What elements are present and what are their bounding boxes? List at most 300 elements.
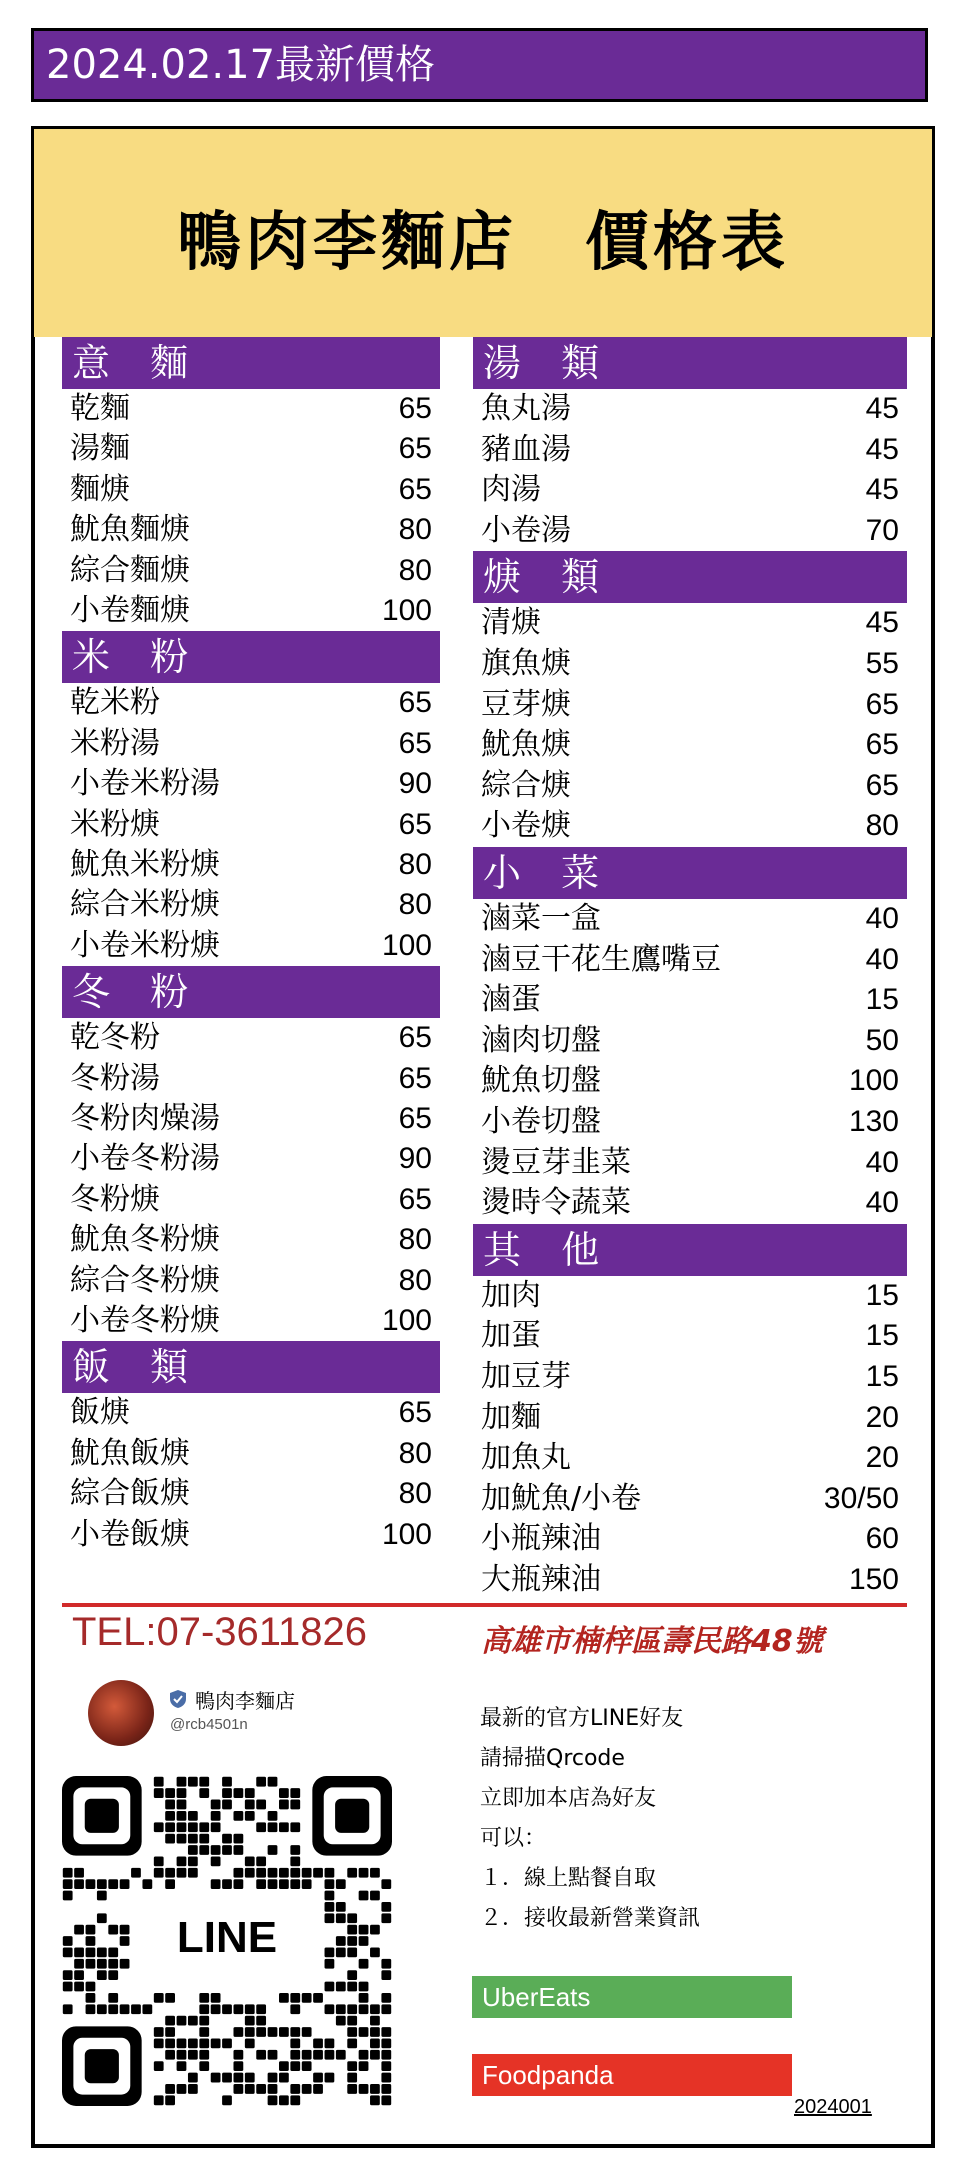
qr-module (222, 2004, 232, 2014)
qr-module (63, 1868, 73, 1878)
qr-module (313, 1993, 323, 2003)
qr-module (336, 1913, 346, 1923)
qr-module (199, 2061, 209, 2071)
item-price: 15 (865, 1278, 899, 1312)
qr-module (336, 1936, 346, 1946)
item-price: 20 (865, 1400, 899, 1434)
item-name: 綜合冬粉焿 (70, 1262, 220, 1298)
qr-module (188, 1868, 198, 1878)
qr-module (268, 2084, 278, 2094)
item-name: 魷魚焿 (481, 727, 571, 763)
document-code: 2024001 (794, 2096, 872, 2118)
qr-module (211, 1845, 221, 1855)
qr-module (347, 2039, 357, 2049)
menu-item (62, 683, 440, 723)
qr-module (233, 2073, 243, 2083)
item-name: 旗魚焿 (481, 646, 571, 681)
item-price: 45 (865, 606, 899, 640)
qr-module (336, 1879, 346, 1889)
menu-item (62, 1393, 440, 1433)
item-price: 65 (398, 432, 432, 466)
qr-module (279, 2095, 289, 2105)
item-name: 燙時令蔬菜 (481, 1185, 631, 1221)
qr-module (256, 1868, 266, 1878)
qr-module (211, 1879, 221, 1889)
qr-module (108, 1925, 118, 1935)
menu-item (62, 591, 440, 631)
qr-module (370, 1891, 380, 1901)
date-header: 2024.02.17最新價格 (31, 28, 928, 102)
item-price: 65 (398, 686, 432, 720)
menu-item (473, 1316, 907, 1356)
item-price: 65 (398, 1021, 432, 1055)
item-name: 綜合焿 (481, 767, 571, 803)
qr-module (381, 1993, 391, 2003)
qr-module (245, 1800, 255, 1810)
qr-module (154, 2061, 164, 2071)
qr-module (268, 1811, 278, 1821)
qr-module (233, 1834, 243, 1844)
qr-module (108, 1970, 118, 1980)
qr-module (199, 1834, 209, 1844)
item-price: 40 (865, 1186, 899, 1220)
qr-module (74, 1879, 84, 1889)
qr-module (279, 1868, 289, 1878)
qr-module (154, 1788, 164, 1798)
qr-module (290, 2004, 300, 2014)
qr-module (245, 1788, 255, 1798)
qr-module (325, 1868, 335, 1878)
menu-item (473, 1061, 907, 1101)
item-name: 綜合飯焿 (70, 1476, 190, 1512)
qr-module (245, 1856, 255, 1866)
qr-module (256, 2004, 266, 2014)
qr-module (211, 2004, 221, 2014)
qr-line-label: LINE (176, 1913, 278, 1962)
item-price: 100 (381, 594, 432, 627)
qr-module (302, 2027, 312, 2037)
item-name: 大瓶辣油 (481, 1562, 601, 1597)
qr-module (359, 1925, 369, 1935)
qr-module (74, 1970, 84, 1980)
qr-module (268, 2027, 278, 2037)
qr-module (290, 2084, 300, 2094)
item-price: 80 (398, 513, 432, 547)
menu-item (62, 1261, 440, 1301)
menu-item (473, 766, 907, 806)
item-price: 65 (398, 726, 432, 760)
item-name: 滷豆干花生鷹嘴豆 (481, 941, 721, 977)
qr-module (381, 2027, 391, 2037)
qr-module (211, 2073, 221, 2083)
menu-item (473, 1398, 907, 1438)
qr-module (347, 1913, 357, 1923)
phone-number: TEL:07-3611826 (72, 1610, 368, 1654)
foodpanda-button[interactable]: Foodpanda (472, 2054, 792, 2096)
qr-module (256, 1879, 266, 1889)
qr-module (325, 2073, 335, 2083)
qr-module (347, 2073, 357, 2083)
qr-module (325, 1902, 335, 1912)
item-price: 80 (398, 1477, 432, 1511)
menu-item (473, 1357, 907, 1397)
qr-module (370, 2016, 380, 2026)
item-price: 65 (398, 1102, 432, 1135)
qr-module (233, 1788, 243, 1798)
item-price: 65 (865, 687, 899, 721)
item-price: 70 (865, 513, 899, 547)
qr-module (359, 2004, 369, 2014)
qr-module (199, 2016, 209, 2026)
qr-module (120, 1925, 130, 1935)
qr-module (256, 1822, 266, 1832)
qr-module (188, 1822, 198, 1832)
qr-module (290, 1845, 300, 1855)
item-name: 滷肉切盤 (481, 1022, 601, 1058)
avatar (88, 1680, 154, 1746)
menu-item (62, 510, 440, 550)
qr-module (177, 2050, 187, 2060)
menu-item (62, 470, 440, 510)
qr-module (325, 1913, 335, 1923)
qr-module (233, 1811, 243, 1821)
qr-module (188, 2073, 198, 2083)
verified-shield-icon (170, 1690, 186, 1708)
qr-module (199, 2039, 209, 2049)
qr-module (97, 1947, 107, 1957)
item-name: 加麵 (481, 1399, 541, 1435)
item-name: 乾米粉 (70, 685, 160, 721)
qr-module (108, 1879, 118, 1889)
qr-module (74, 1925, 84, 1935)
menu-item (62, 805, 440, 845)
item-price: 40 (865, 902, 899, 935)
info-line: 立即加本店為好友 (480, 1786, 657, 1811)
qr-module (268, 1822, 278, 1832)
qr-module (63, 1947, 73, 1957)
qr-module (165, 1834, 175, 1844)
qr-module (131, 2004, 141, 2014)
qr-module (108, 1993, 118, 2003)
item-price: 80 (398, 1223, 432, 1257)
item-price: 100 (848, 1064, 899, 1098)
item-name: 米粉湯 (70, 725, 160, 761)
right-menu-column (473, 337, 907, 1602)
item-name: 湯麵 (70, 431, 130, 467)
qr-module (86, 1925, 96, 1935)
qr-module (222, 1834, 232, 1844)
qr-module (211, 1993, 221, 2003)
qr-module (290, 2039, 300, 2049)
qr-module (211, 1822, 221, 1832)
qr-module (199, 2027, 209, 2037)
qr-module (279, 2027, 289, 2037)
menu-item (473, 1560, 907, 1600)
qr-module (359, 1982, 369, 1992)
qr-module (302, 2050, 312, 2060)
qr-module (245, 1811, 255, 1821)
item-name: 魷魚飯焿 (70, 1435, 190, 1471)
qr-module (177, 1811, 187, 1821)
qr-module (222, 1879, 232, 1889)
qr-module (188, 2084, 198, 2094)
item-name: 魷魚米粉焿 (70, 847, 220, 882)
qr-module (165, 2095, 175, 2105)
item-price: 65 (398, 392, 432, 425)
menu-item (62, 1139, 440, 1179)
item-name: 乾麵 (70, 391, 130, 426)
qr-module (359, 2061, 369, 2071)
qr-module (325, 1879, 335, 1889)
qr-module (188, 1845, 198, 1855)
item-price: 15 (865, 1360, 899, 1393)
qr-module (74, 1868, 84, 1878)
item-price: 60 (865, 1522, 899, 1556)
qr-module (222, 2073, 232, 2083)
item-name: 小卷冬粉湯 (70, 1141, 220, 1177)
qr-module (359, 1993, 369, 2003)
qr-module (381, 2084, 391, 2094)
qr-module (165, 1993, 175, 2003)
qr-module (290, 1822, 300, 1832)
menu-item (473, 725, 907, 765)
qr-module (188, 1777, 198, 1787)
qr-module (313, 2039, 323, 2049)
qr-module (177, 1822, 187, 1832)
qr-module (188, 1811, 198, 1821)
qr-module (347, 1936, 357, 1946)
menu-item (473, 1143, 907, 1183)
menu-item (473, 1438, 907, 1478)
qr-module (381, 2004, 391, 2014)
item-price: 15 (865, 1319, 899, 1353)
menu-item (62, 1018, 440, 1058)
qr-module (222, 1800, 232, 1810)
footer-divider (62, 1603, 907, 1607)
qr-module (177, 1868, 187, 1878)
item-price: 50 (865, 1023, 899, 1057)
qr-module (290, 2050, 300, 2060)
item-price: 65 (398, 807, 432, 841)
section-header: 焿 類 (473, 551, 907, 603)
qr-module (359, 1936, 369, 1946)
menu-item (473, 389, 907, 429)
qr-module (245, 2027, 255, 2037)
item-price: 90 (398, 767, 432, 801)
qr-module (142, 2004, 152, 2014)
qr-module (211, 1811, 221, 1821)
qr-module (86, 1993, 96, 2003)
qr-module (120, 2004, 130, 2014)
qr-module (268, 2073, 278, 2083)
item-price: 100 (381, 1304, 432, 1337)
qr-module (233, 1845, 243, 1855)
qr-module (142, 1879, 152, 1889)
item-name: 飯焿 (70, 1395, 130, 1431)
qr-module (381, 2039, 391, 2049)
qr-module (199, 1788, 209, 1798)
qr-module (325, 1959, 335, 1969)
item-price: 65 (398, 1396, 432, 1430)
qr-module (302, 1993, 312, 2003)
qr-module (302, 2061, 312, 2071)
qr-module (63, 1982, 73, 1992)
qr-module (63, 1891, 73, 1901)
menu-item (473, 1102, 907, 1142)
qr-module (370, 2039, 380, 2049)
menu-item (473, 511, 907, 551)
item-price: 15 (865, 983, 899, 1017)
item-price: 80 (398, 848, 432, 881)
menu-item (62, 724, 440, 764)
qr-module (222, 2095, 232, 2105)
menu-item (62, 1180, 440, 1220)
qr-module (256, 1856, 266, 1866)
qr-module (381, 1959, 391, 1969)
qr-module (97, 1959, 107, 1969)
qr-module (290, 1788, 300, 1798)
item-price: 55 (865, 647, 899, 680)
qr-module (165, 1788, 175, 1798)
item-name: 魷魚切盤 (481, 1063, 601, 1099)
qr-module (108, 1959, 118, 1969)
qr-module (97, 1970, 107, 1980)
qr-module (279, 2073, 289, 2083)
item-price: 80 (398, 553, 432, 587)
qr-module (165, 1879, 175, 1889)
item-name: 麵焿 (70, 471, 130, 507)
item-price: 100 (381, 928, 432, 962)
qr-module (177, 2084, 187, 2094)
qr-module (74, 1947, 84, 1957)
qr-module (381, 2073, 391, 2083)
item-name: 小卷飯焿 (70, 1516, 190, 1552)
qr-module (222, 1788, 232, 1798)
menu-item (473, 1021, 907, 1061)
qr-module (154, 2039, 164, 2049)
info-line: 可以： (480, 1826, 547, 1851)
qr-module (199, 1993, 209, 2003)
qr-module (63, 1936, 73, 1946)
qr-module (165, 1868, 175, 1878)
item-price: 45 (865, 473, 899, 507)
item-price: 80 (398, 1436, 432, 1470)
item-name: 小瓶辣油 (481, 1521, 601, 1557)
qr-module (347, 2004, 357, 2014)
qr-module (233, 1868, 243, 1878)
qr-module (268, 1868, 278, 1878)
qr-module (268, 1845, 278, 1855)
qr-module (279, 1879, 289, 1889)
item-name: 加魚丸 (481, 1440, 571, 1476)
menu-item (62, 1515, 440, 1555)
qr-module (325, 2050, 335, 2060)
section-header: 飯 類 (62, 1341, 440, 1393)
menu-item (62, 389, 440, 429)
menu-item (62, 429, 440, 469)
qr-module (97, 1891, 107, 1901)
item-name: 冬粉焿 (70, 1181, 160, 1217)
menu-item (473, 980, 907, 1020)
qr-module (279, 2061, 289, 2071)
qr-module (336, 1982, 346, 1992)
item-name: 加肉 (481, 1277, 541, 1313)
qr-module (177, 2016, 187, 2026)
menu-item (473, 806, 907, 846)
qr-module (233, 2004, 243, 2014)
qr-module (359, 1868, 369, 1878)
section-header: 意 麵 (62, 337, 440, 389)
qr-module (290, 1800, 300, 1810)
qr-module (347, 2061, 357, 2071)
qr-module (279, 1788, 289, 1798)
account-id: @rcb4501n (170, 1716, 248, 1733)
qr-module (325, 2039, 335, 2049)
qr-module (370, 2095, 380, 2105)
qr-module (245, 2073, 255, 2083)
qr-module (268, 1879, 278, 1889)
item-price: 80 (398, 888, 432, 922)
menu-item (473, 685, 907, 725)
qr-module (120, 1879, 130, 1889)
menu-item (473, 899, 907, 939)
qr-module (154, 2027, 164, 2037)
qr-module (336, 2016, 346, 2026)
qr-module (245, 2016, 255, 2026)
qr-module (86, 2004, 96, 2014)
item-name: 小卷米粉湯 (70, 766, 220, 802)
line-qr-code[interactable] (62, 1776, 392, 2106)
qr-module (188, 1856, 198, 1866)
qr-module (370, 2050, 380, 2060)
qr-module (233, 2061, 243, 2071)
item-name: 小卷焿 (481, 808, 571, 844)
section-header: 湯 類 (473, 337, 907, 389)
item-name: 魷魚麵焿 (70, 512, 190, 548)
qr-module (359, 2084, 369, 2094)
item-name: 小卷切盤 (481, 1104, 601, 1139)
item-name: 冬粉肉燥湯 (70, 1101, 220, 1136)
qr-module (199, 2050, 209, 2060)
qr-module (245, 1868, 255, 1878)
qr-module (347, 1947, 357, 1957)
item-price: 150 (848, 1563, 899, 1596)
qr-module (222, 1845, 232, 1855)
item-price: 80 (865, 809, 899, 843)
qr-module (336, 2050, 346, 2060)
qr-module (222, 1777, 232, 1787)
qr-module (131, 1868, 141, 1878)
item-name: 小卷冬粉焿 (70, 1303, 220, 1338)
item-name: 加魷魚/小卷 (481, 1480, 642, 1516)
qr-module (347, 1982, 357, 1992)
item-name: 乾冬粉 (70, 1020, 160, 1056)
menu-item (62, 1059, 440, 1099)
menu-item (62, 764, 440, 804)
ubereats-button[interactable]: UberEats (472, 1976, 792, 2018)
qr-module (177, 1856, 187, 1866)
section-header: 其 他 (473, 1224, 907, 1276)
menu-item (473, 940, 907, 980)
item-name: 小卷米粉焿 (70, 927, 220, 963)
qr-module (347, 2027, 357, 2037)
item-name: 冬粉湯 (70, 1060, 160, 1096)
qr-module (359, 2027, 369, 2037)
qr-module (302, 2084, 312, 2094)
qr-module (370, 1868, 380, 1878)
item-name: 肉湯 (481, 472, 541, 508)
qr-module (188, 2039, 198, 2049)
